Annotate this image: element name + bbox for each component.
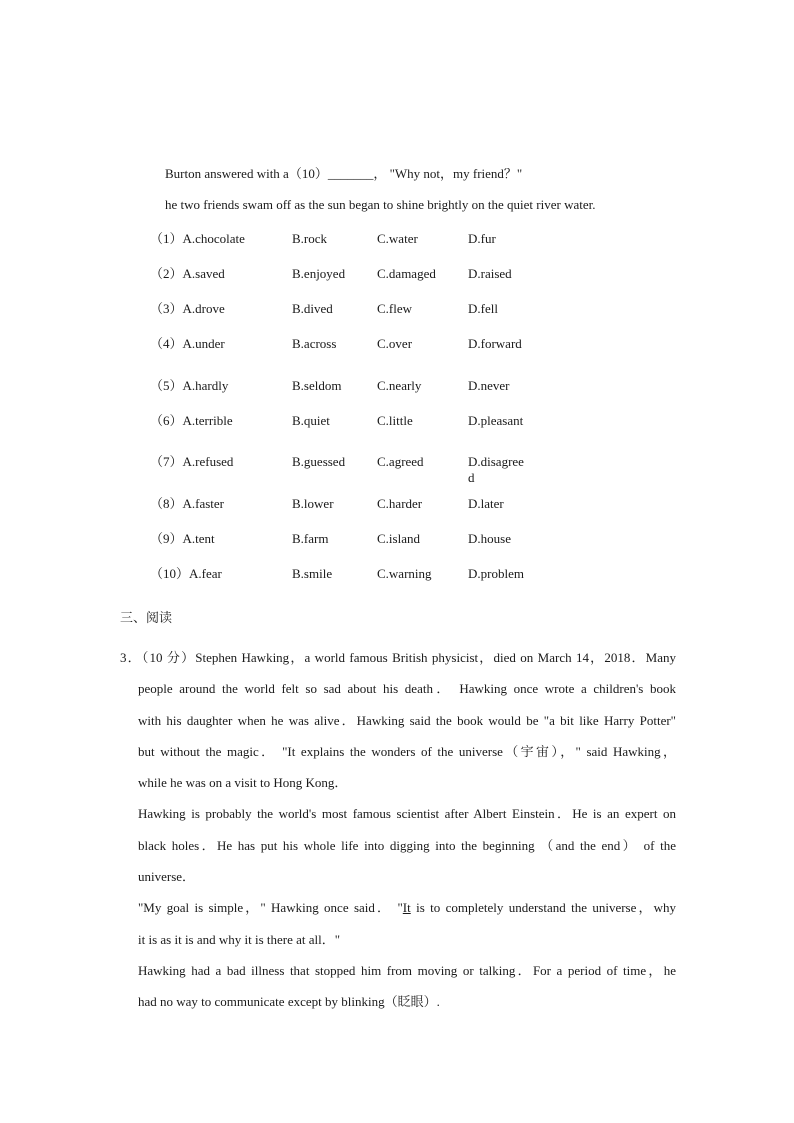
option-c: C.over: [377, 336, 413, 351]
option-b: B.dived: [292, 301, 333, 316]
option-a: （1）A.chocolate: [150, 231, 245, 246]
option-d: D.house: [468, 531, 511, 546]
q3-para3-pre: "My goal is simple，" Hawking once said． ": [138, 900, 403, 916]
q3-line-3: with his daughter when he was alive．Hawking said the book would be "a bit like Harry Potter": [138, 712, 676, 728]
option-row: [150, 301, 550, 333]
option-a: （6）A.terrible: [150, 413, 233, 428]
option-row: [150, 531, 550, 563]
q3-para3-post: is to completely understand the universe，why: [410, 900, 676, 916]
option-c: C.warning: [377, 566, 432, 581]
q3-line-5: while he was on a visit to Hong Kong．: [138, 775, 348, 791]
option-a: （10）A.fear: [150, 566, 222, 581]
option-a: （5）A.hardly: [150, 378, 229, 393]
option-d: D.problem: [468, 566, 524, 581]
option-row: [150, 496, 550, 528]
q3-para3-underlined: It: [402, 900, 411, 916]
question-3: [120, 642, 676, 1018]
option-d: D.disagreed: [468, 454, 524, 485]
option-row: [150, 413, 550, 445]
option-row: [150, 266, 550, 298]
option-row: [150, 378, 550, 410]
option-d: D.later: [468, 496, 504, 511]
intro-line-1: [165, 166, 522, 182]
option-c: C.nearly: [377, 378, 422, 393]
answer-blank: _______: [327, 166, 374, 181]
option-a: （8）A.faster: [150, 496, 225, 511]
option-d: D.raised: [468, 266, 512, 281]
option-c: C.island: [377, 531, 420, 546]
option-b: B.enjoyed: [292, 266, 346, 281]
q3-line-4: but without the magic． "It explains the wonders of the universe（宇宙），" said Hawking，: [138, 743, 676, 759]
option-b: B.rock: [292, 231, 328, 246]
q3-para4-line-2: had no way to communicate except by blinking（眨眼）.: [138, 994, 440, 1010]
q3-para3-line-2: it is as it is and why it is there at all．": [138, 931, 341, 947]
option-c: C.flew: [377, 301, 413, 316]
option-a: （2）A.saved: [150, 266, 225, 281]
option-b: B.lower: [292, 496, 334, 511]
option-row: [150, 566, 550, 598]
q3-para2-line-1: Hawking is probably the world's most famous scientist after Albert Einstein．He is an expert on: [138, 806, 676, 822]
option-d: D.fell: [468, 301, 498, 316]
option-row: [150, 336, 550, 368]
option-b: B.farm: [292, 531, 329, 546]
option-d: D.forward: [468, 336, 522, 351]
section-title: 三、阅读: [120, 611, 173, 626]
option-b: B.guessed: [292, 454, 346, 469]
option-b: B.seldom: [292, 378, 342, 393]
option-b: B.quiet: [292, 413, 330, 428]
option-row: [150, 231, 550, 263]
option-a: （3）A.drove: [150, 301, 225, 316]
q3-line-2: people around the world felt so sad about his death． Hawking once wrote a children's book: [138, 681, 676, 697]
option-c: C.agreed: [377, 454, 424, 469]
q3-para2-line-2: black holes．He has put his whole life into digging into the beginning （and the end） of the: [138, 837, 676, 853]
option-a: （9）A.tent: [150, 531, 215, 546]
option-c: C.little: [377, 413, 413, 428]
option-b: B.smile: [292, 566, 333, 581]
option-a: （4）A.under: [150, 336, 225, 351]
option-d: D.fur: [468, 231, 496, 246]
intro-line-1-post: ， "Why not，my friend？": [373, 166, 523, 181]
option-c: C.harder: [377, 496, 423, 511]
option-b: B.across: [292, 336, 337, 351]
option-c: C.damaged: [377, 266, 436, 281]
option-c: C.water: [377, 231, 418, 246]
q3-line-1: 3．（10 分）Stephen Hawking，a world famous British physicist，died on March 14，2018．Many: [120, 650, 676, 665]
q3-para4-line-1: Hawking had a bad illness that stopped him from moving or talking．For a period of time，he: [138, 962, 676, 978]
intro-line-1-pre: Burton answered with a（10）: [165, 166, 328, 181]
option-row: [150, 454, 550, 486]
option-d: D.never: [468, 378, 510, 393]
intro-line-2: he two friends swam off as the sun began to shine brightly on the quiet river water.: [165, 197, 596, 212]
q3-para3-line-1: [138, 892, 676, 923]
option-d: D.pleasant: [468, 413, 524, 428]
option-a: （7）A.refused: [150, 454, 234, 469]
q3-para2-line-3: universe．: [138, 869, 196, 885]
